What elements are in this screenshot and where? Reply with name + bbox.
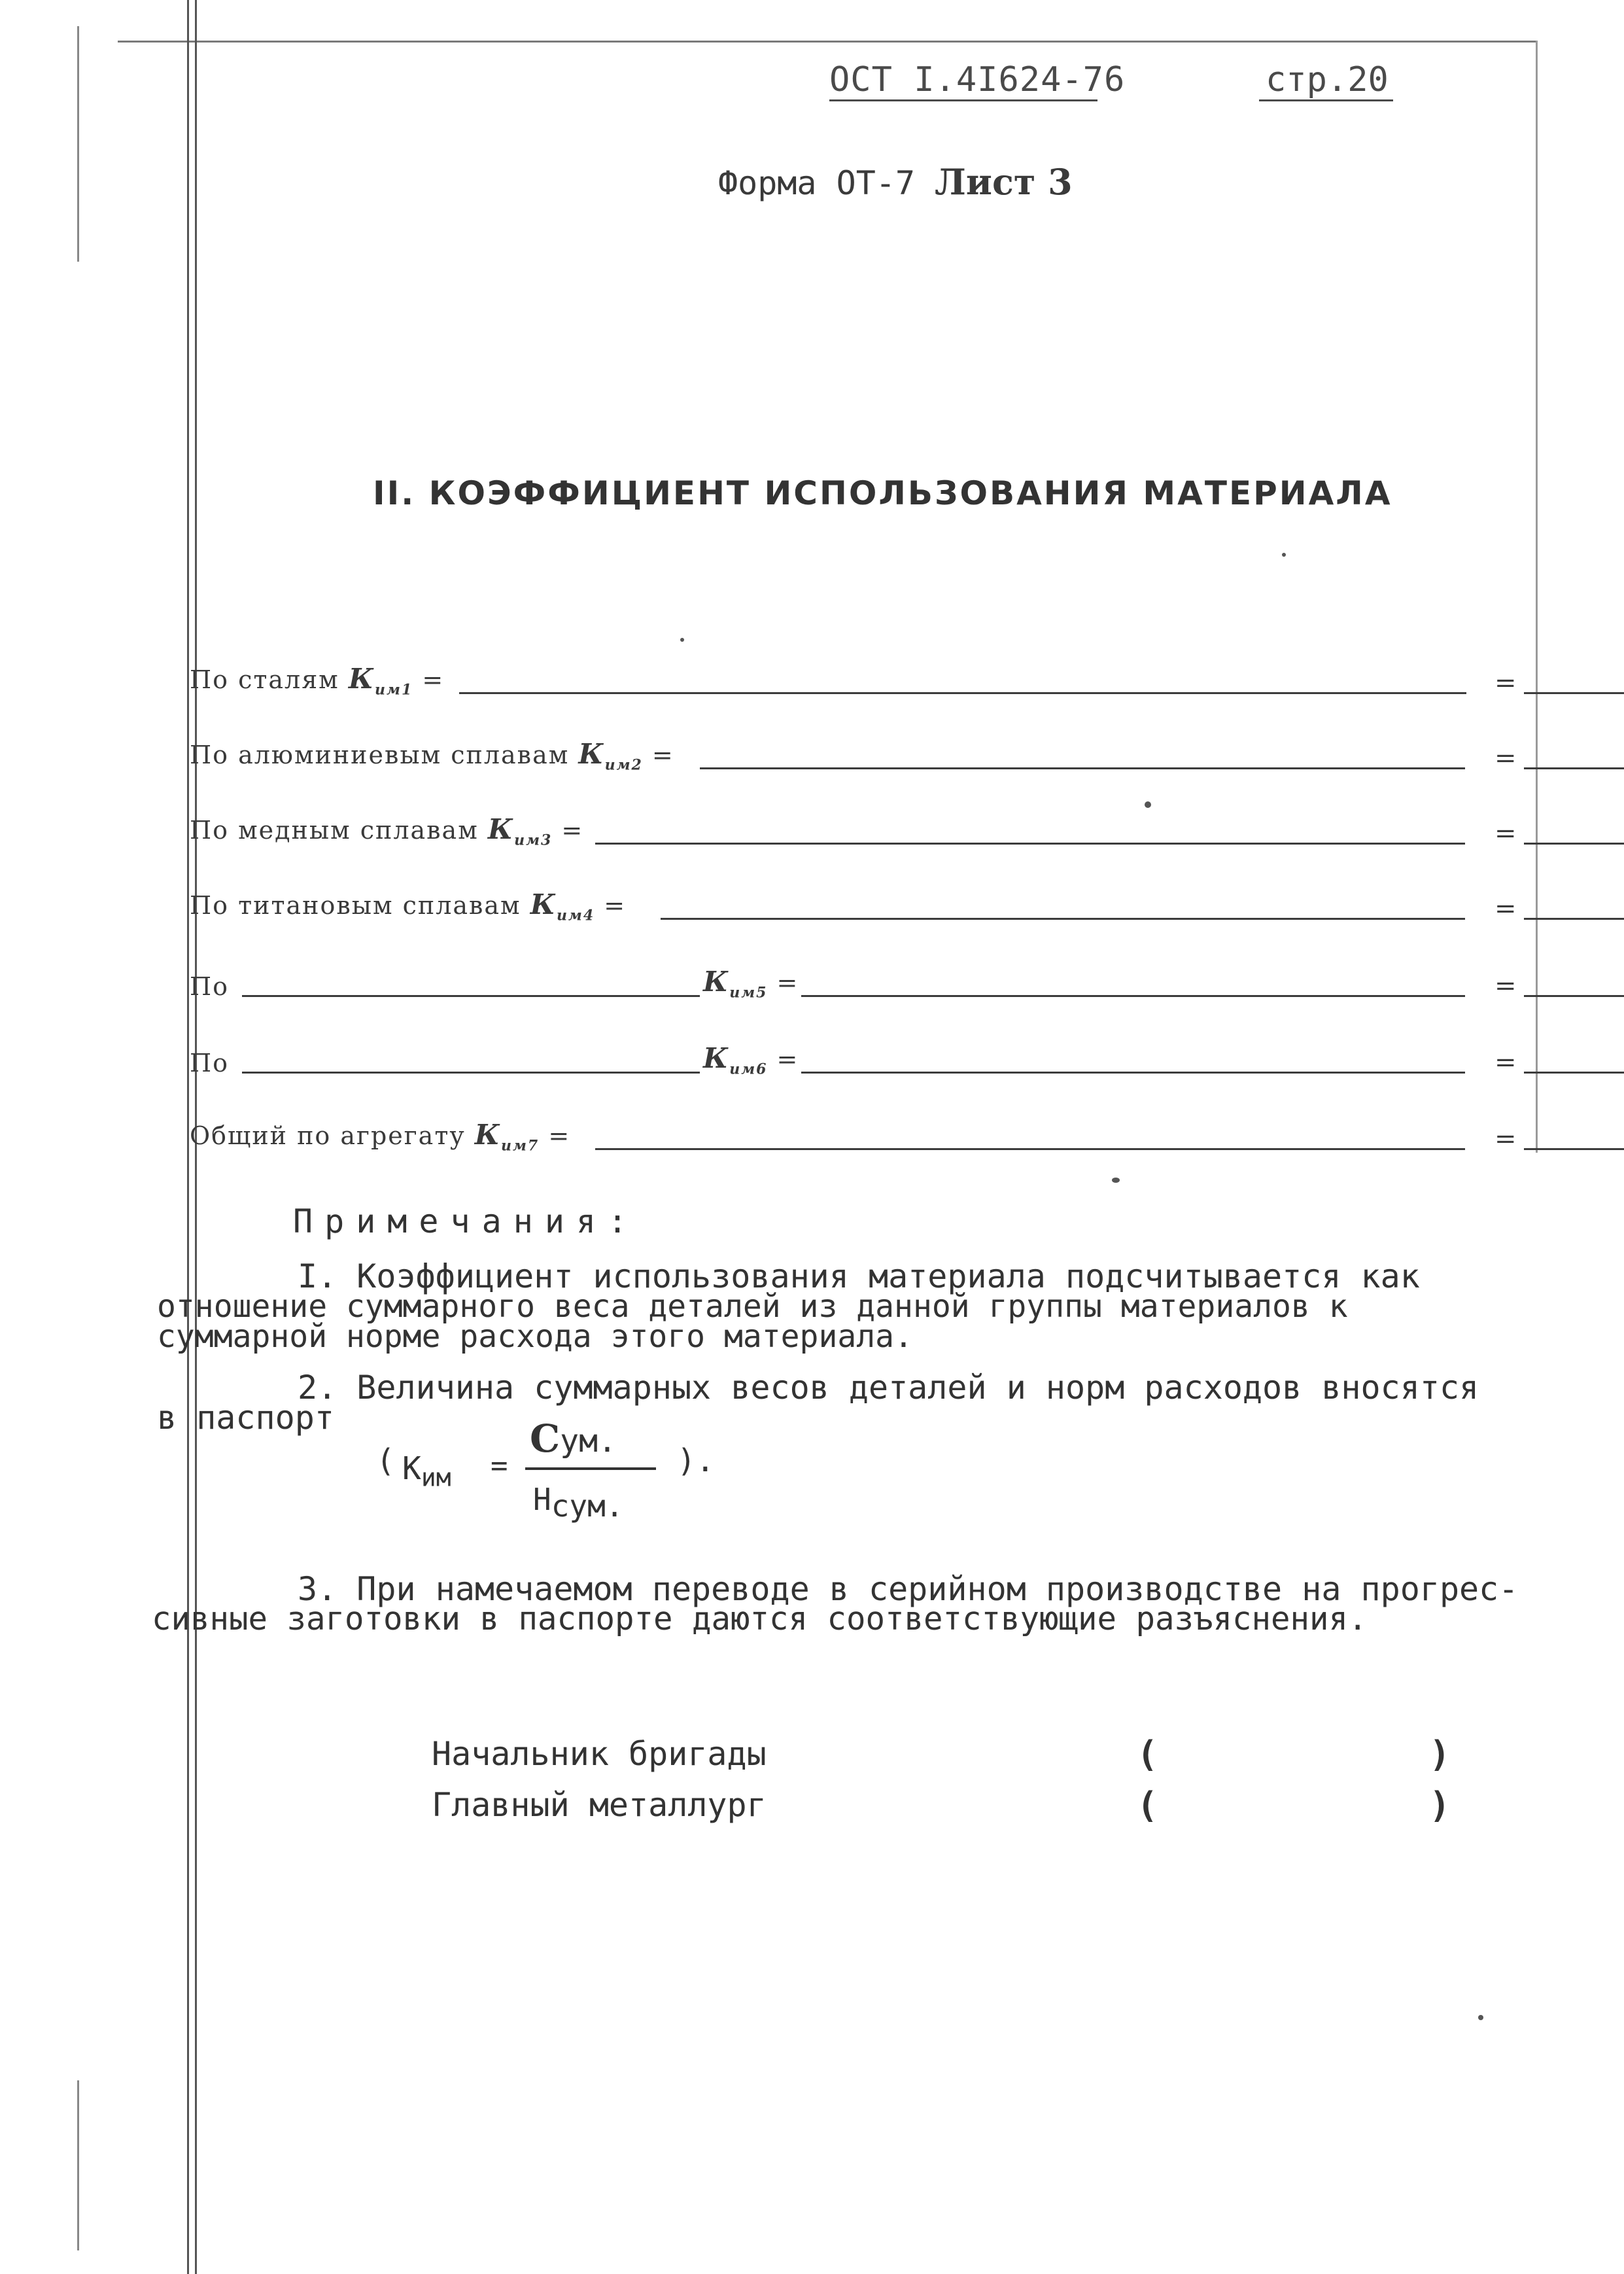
material-usage-formula bbox=[376, 1416, 716, 1547]
signature-open-paren: ( bbox=[1137, 1785, 1158, 1826]
fill-line bbox=[459, 692, 1466, 694]
notes-title: Примечания: bbox=[293, 1202, 640, 1240]
coefficient-row-other-5 bbox=[190, 967, 1537, 1006]
row-label: По bbox=[190, 972, 230, 1001]
binding-line-outer bbox=[187, 0, 189, 2274]
formula-open-paren: ( bbox=[376, 1443, 395, 1479]
formula-numerator: Сум. bbox=[530, 1416, 617, 1461]
formula-denominator: $Н_{сум.}$ bbox=[533, 1482, 624, 1524]
coefficient-row-steel bbox=[190, 664, 1537, 703]
note-2-line-1: 2. Величина суммарных весов деталей и норм расходов вносятся bbox=[298, 1369, 1479, 1407]
scan-speck bbox=[1478, 2015, 1483, 2020]
signature-close-paren: ) bbox=[1429, 1734, 1451, 1775]
fill-line bbox=[661, 918, 1465, 920]
coefficient-row-other-6 bbox=[190, 1043, 1537, 1083]
fill-line bbox=[801, 995, 1465, 997]
material-name-line bbox=[242, 995, 700, 997]
note-3-line-1: 3. При намечаемом переводе в серийном производстве на прогрес- bbox=[298, 1570, 1519, 1608]
fill-line bbox=[700, 767, 1465, 769]
frame-top-border bbox=[118, 41, 1537, 43]
form-label bbox=[718, 161, 1073, 203]
coefficient-row-titanium bbox=[190, 890, 1537, 929]
note-1-line-1: I. Коэффициент использования материала подсчитывается как bbox=[298, 1257, 1420, 1295]
equals-sign: = bbox=[1494, 743, 1517, 773]
row-label: По bbox=[190, 1049, 230, 1077]
equals-sign: = bbox=[1494, 668, 1517, 698]
coefficient-row-aluminium bbox=[190, 739, 1537, 778]
equals-sign: = bbox=[1494, 894, 1517, 924]
note-2-line-2: в паспорт bbox=[157, 1399, 334, 1437]
signature-open-paren: ( bbox=[1137, 1734, 1158, 1775]
coefficient-row-copper bbox=[190, 814, 1537, 854]
fill-line bbox=[595, 1148, 1465, 1150]
signature-title-chief-metallurgist: Главный металлург bbox=[432, 1786, 767, 1824]
result-line bbox=[1524, 843, 1624, 845]
form-name: Форма ОТ-7 bbox=[718, 164, 916, 202]
margin-scan-mark bbox=[77, 2080, 79, 2250]
formula-coefficient: $К_{им}$ bbox=[402, 1450, 451, 1492]
fill-line bbox=[595, 843, 1465, 845]
row-label: Общий по агрегату $К_{им7}$ = bbox=[190, 1118, 571, 1154]
material-name-line bbox=[242, 1072, 700, 1074]
row-coefficient: $К_{им6}$ = bbox=[703, 1041, 799, 1077]
scan-speck bbox=[680, 638, 684, 642]
note-3-line-2: сивные заготовки в паспорте даются соответствующие разъяснения. bbox=[152, 1600, 1368, 1637]
form-sheet: Лист 3 bbox=[935, 161, 1073, 203]
result-line bbox=[1524, 692, 1624, 694]
scan-speck bbox=[1282, 553, 1286, 557]
fill-line bbox=[801, 1072, 1465, 1074]
equals-sign: = bbox=[1494, 1124, 1517, 1154]
page-number: стр.20 bbox=[1266, 60, 1389, 99]
formula-equals: = bbox=[491, 1449, 508, 1482]
result-line bbox=[1524, 1148, 1624, 1150]
note-1-line-3: суммарной норме расхода этого материала. bbox=[157, 1318, 913, 1355]
page-number-underline bbox=[1259, 99, 1393, 101]
standard-code: ОСТ I.4I624-76 bbox=[829, 60, 1126, 99]
formula-close-paren: ). bbox=[677, 1443, 715, 1479]
formula-fraction-bar bbox=[525, 1467, 656, 1470]
signature-close-paren: ) bbox=[1429, 1785, 1451, 1826]
result-line bbox=[1524, 918, 1624, 920]
equals-sign: = bbox=[1494, 1047, 1517, 1077]
section-title: II. КОЭФФИЦИЕНТ ИСПОЛЬЗОВАНИЯ МАТЕРИАЛА bbox=[373, 474, 1392, 512]
standard-code-underline bbox=[829, 99, 1097, 101]
result-line bbox=[1524, 767, 1624, 769]
result-line bbox=[1524, 1072, 1624, 1074]
row-label: По медным сплавам $К_{им3}$ = bbox=[190, 813, 584, 848]
signature-title-brigade-chief: Начальник бригады bbox=[432, 1735, 767, 1773]
scan-speck bbox=[1112, 1178, 1120, 1183]
result-line bbox=[1524, 995, 1624, 997]
scan-speck bbox=[1145, 801, 1151, 808]
row-coefficient: $К_{им5}$ = bbox=[703, 965, 799, 1001]
row-label: По титановым сплавам $К_{им4}$ = bbox=[190, 888, 627, 924]
equals-sign: = bbox=[1494, 971, 1517, 1001]
row-label: По сталям $К_{им1}$ = bbox=[190, 662, 445, 698]
equals-sign: = bbox=[1494, 818, 1517, 848]
margin-scan-mark bbox=[77, 26, 79, 262]
note-1-line-2: отношение суммарного веса деталей из данной группы материалов к bbox=[157, 1288, 1348, 1325]
coefficient-row-total bbox=[190, 1120, 1537, 1159]
row-label: По алюминиевым сплавам $К_{им2}$ = bbox=[190, 737, 674, 773]
